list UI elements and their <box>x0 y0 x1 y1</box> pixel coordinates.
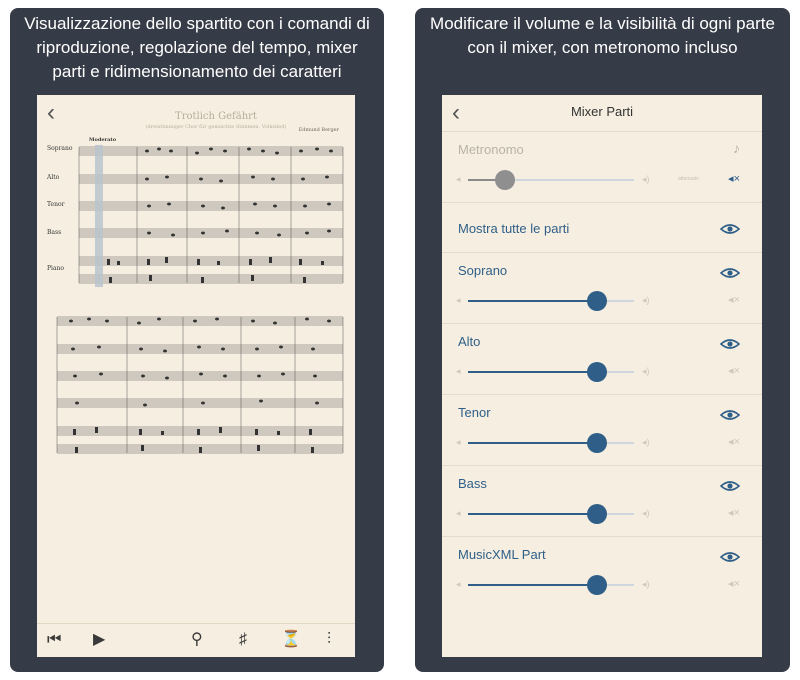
mixer-topbar <box>442 95 762 131</box>
slider-fill <box>468 442 597 444</box>
mixer-list <box>442 131 762 657</box>
part-row-soprano <box>442 252 762 323</box>
mute-icon[interactable]: ◂× <box>728 365 740 377</box>
volume-low-icon: ◂ <box>456 295 461 305</box>
volume-low-icon: ◂ <box>456 366 461 376</box>
rewind-icon[interactable]: ⏮ <box>47 631 62 648</box>
mixer-screen <box>442 95 762 657</box>
mute-icon[interactable]: ◂× <box>728 578 740 590</box>
part-label-piano: Piano <box>47 265 65 272</box>
part-label-tenor: Tenor <box>47 201 65 208</box>
score-screen <box>37 95 355 657</box>
mute-icon[interactable]: ◂× <box>728 173 740 185</box>
slider-thumb[interactable] <box>587 433 607 453</box>
part-label: Alto <box>458 334 481 349</box>
part-row-musicxml-part <box>442 536 762 607</box>
slider-fill <box>468 584 597 586</box>
back-icon[interactable]: ‹ <box>452 99 460 126</box>
slider-fill <box>468 513 597 515</box>
slider-fill <box>468 371 597 373</box>
metronome-row <box>442 131 762 202</box>
score-tempo: Moderato <box>89 137 117 143</box>
mixer-icon[interactable]: ⫶ <box>327 631 332 648</box>
score-composer: Edmund Berger <box>298 127 339 133</box>
mute-icon[interactable]: ◂× <box>728 436 740 448</box>
part-volume-slider[interactable] <box>456 291 746 311</box>
metronome-icon[interactable]: ⏳ <box>281 631 301 648</box>
playback-cursor[interactable] <box>95 145 103 287</box>
volume-high-icon: ◂) <box>642 174 650 184</box>
right-panel <box>415 8 790 672</box>
metronome-small-label: attenuato <box>678 176 699 182</box>
part-label: Soprano <box>458 263 508 278</box>
slider-thumb[interactable] <box>587 362 607 382</box>
mixer-title: Mixer Parti <box>570 104 634 119</box>
part-label: MusicXML Part <box>458 547 546 562</box>
part-label-bass: Bass <box>47 229 62 236</box>
playback-toolbar <box>37 623 355 657</box>
eye-icon[interactable] <box>720 223 740 235</box>
volume-low-icon: ◂ <box>456 174 461 184</box>
part-row-alto <box>442 323 762 394</box>
show-all-row[interactable] <box>442 202 762 252</box>
volume-high-icon: ◂) <box>642 579 650 589</box>
volume-high-icon: ◂) <box>642 366 650 376</box>
metronome-icon: ♪ <box>733 140 740 156</box>
volume-high-icon: ◂) <box>642 437 650 447</box>
eye-icon[interactable] <box>720 480 740 492</box>
volume-high-icon: ◂) <box>642 295 650 305</box>
part-label-soprano: Soprano <box>47 145 73 152</box>
score-subtitle: (dreistimmiger Chor für gemischte Stimmen, Volkslied) <box>145 124 287 130</box>
score-notation[interactable] <box>37 135 355 515</box>
search-icon[interactable]: ⚲ <box>191 631 203 648</box>
tempo-icon[interactable]: ♯ <box>239 631 247 648</box>
mute-icon[interactable]: ◂× <box>728 507 740 519</box>
left-panel <box>10 8 384 672</box>
show-all-label: Mostra tutte le parti <box>458 221 570 236</box>
slider-thumb[interactable] <box>587 504 607 524</box>
metronome-label: Metronomo <box>458 142 524 157</box>
volume-low-icon: ◂ <box>456 579 461 589</box>
play-icon[interactable]: ▶ <box>93 631 106 648</box>
part-volume-slider[interactable] <box>456 362 746 382</box>
slider-thumb[interactable] <box>587 291 607 311</box>
volume-low-icon: ◂ <box>456 508 461 518</box>
volume-high-icon: ◂) <box>642 508 650 518</box>
part-row-tenor <box>442 394 762 465</box>
score-title: Trotlich Gefährt <box>175 111 257 122</box>
part-label-alto: Alto <box>47 174 60 181</box>
metronome-volume-slider[interactable] <box>456 170 746 190</box>
right-caption: Modificare il volume e la visibilità di ogni parte con il mixer, con metronomo incluso <box>430 14 775 57</box>
part-row-bass <box>442 465 762 536</box>
volume-low-icon: ◂ <box>456 437 461 447</box>
eye-icon[interactable] <box>720 409 740 421</box>
slider-thumb[interactable] <box>587 575 607 595</box>
slider-thumb[interactable] <box>495 170 515 190</box>
part-volume-slider[interactable] <box>456 575 746 595</box>
part-volume-slider[interactable] <box>456 433 746 453</box>
slider-fill <box>468 300 597 302</box>
eye-icon[interactable] <box>720 338 740 350</box>
left-caption: Visualizzazione dello spartito con i comandi di riproduzione, regolazione del tempo, mixer parti e ridimensionamento dei caratteri <box>24 14 370 81</box>
mute-icon[interactable]: ◂× <box>728 294 740 306</box>
eye-icon[interactable] <box>720 267 740 279</box>
part-label: Bass <box>458 476 487 491</box>
part-label: Tenor <box>458 405 491 420</box>
back-icon[interactable]: ‹ <box>47 99 55 126</box>
part-volume-slider[interactable] <box>456 504 746 524</box>
eye-icon[interactable] <box>720 551 740 563</box>
